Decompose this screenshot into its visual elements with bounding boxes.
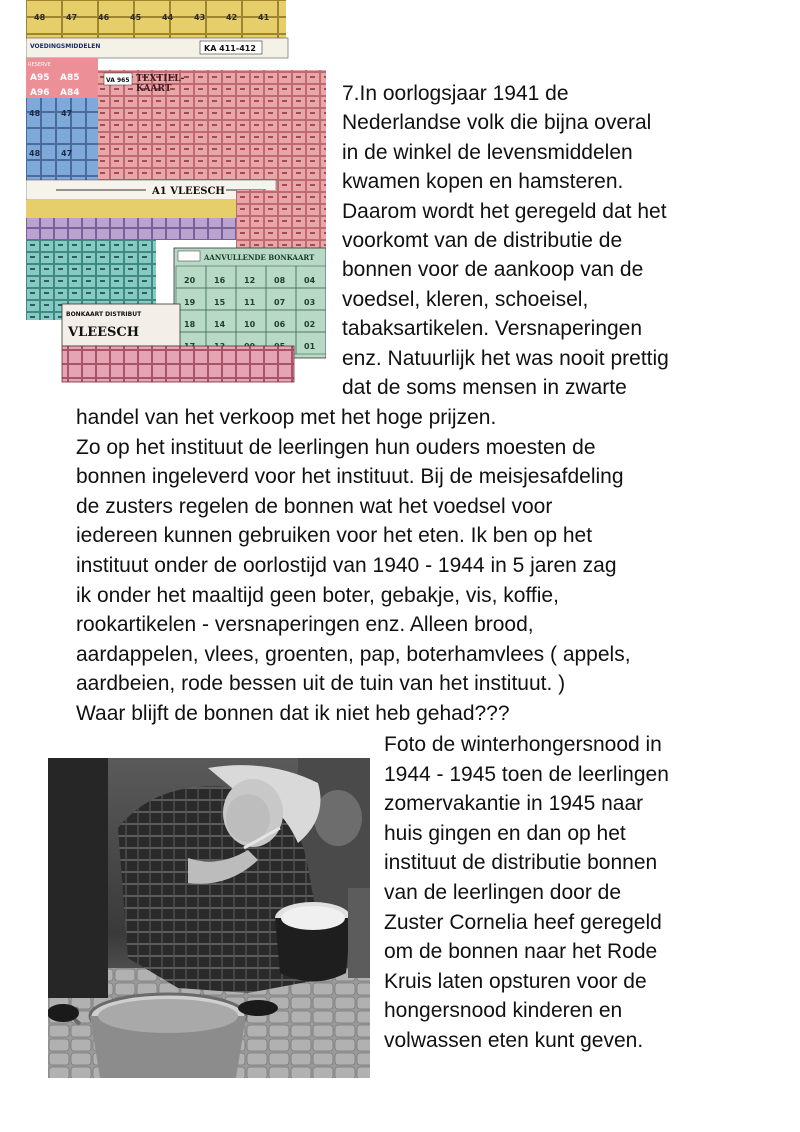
text-line: Nederlandse volk die bijna overal	[342, 111, 652, 135]
text-line: van de leerlingen door de	[384, 880, 622, 904]
text-line: aardappelen, vlees, groenten, pap, boterhamvlees ( appels,	[76, 642, 631, 666]
green-coupon-number: 20	[184, 276, 196, 285]
hunger-winter-photo	[48, 758, 370, 1078]
top-coupon-number: 42	[226, 13, 238, 22]
green-coupon-number: 02	[304, 320, 316, 329]
green-coupon-number: 01	[304, 342, 316, 351]
text-line: ik onder het maaltijd geen boter, gebakje, vis, koffie,	[76, 583, 559, 607]
text-line: voedsel, kleren, schoeisel,	[342, 287, 589, 311]
photo-caption	[384, 730, 784, 1056]
text-line: aardbeien, rode bessen uit de tuin van het instituut. )	[76, 672, 566, 696]
green-coupon-number: 11	[244, 298, 256, 307]
intro-paragraph	[342, 79, 742, 402]
blue-coupon-number: 48	[29, 109, 41, 118]
green-coupon-number: 14	[214, 320, 226, 329]
text-line: zomervakantie in 1945 naar	[384, 792, 644, 816]
text-line: Kruis laten opsturen voor de	[384, 969, 647, 993]
text-line: instituut onder de oorlostijd van 1940 - 1944 in 5 jaren zag	[76, 553, 617, 577]
text-line: volwassen eten kunt geven.	[384, 1028, 644, 1052]
main-paragraph	[76, 403, 776, 729]
green-coupon-number: 04	[304, 276, 316, 285]
top-coupon-number: 44	[162, 13, 174, 22]
coupon-code: KA 411-412	[204, 44, 256, 53]
text-line: Zo op het instituut de leerlingen hun ouders moesten de	[76, 435, 596, 459]
text-line: tabaksartikelen. Versnaperingen	[342, 317, 643, 341]
reserve-label: RESERVE	[28, 62, 51, 68]
text-line: Daarom wordt het geregeld dat het	[342, 199, 667, 223]
text-line: instituut de distributie bonnen	[384, 851, 658, 875]
blue-coupon-number: 48	[29, 149, 41, 158]
textiel-label: TEXTIEL-	[136, 74, 185, 84]
green-coupon-number: 10	[244, 320, 256, 329]
text-line: de zusters regelen de bonnen wat het voedsel voor	[76, 494, 553, 518]
text-line: rookartikelen - versnaperingen enz. Alleen brood,	[76, 613, 534, 637]
kaart-label: KAART	[136, 84, 172, 94]
text-line: Waar blijft de bonnen dat ik niet heb gehad???	[76, 701, 510, 725]
text-line: hongersnood kinderen en	[384, 999, 623, 1023]
text-line: iedereen kunnen gebruiken voor het eten. Ik ben op het	[76, 524, 593, 548]
green-coupon-number: 08	[274, 276, 286, 285]
text-line: Zuster Cornelia heef geregeld	[384, 910, 662, 934]
reserve-a84: A84	[60, 88, 80, 98]
reserve-a96: A96	[30, 88, 50, 98]
green-coupon-number: 12	[244, 276, 256, 285]
text-line: bonnen voor de aankoop van de	[342, 258, 644, 282]
text-line: om de bonnen naar het Rode	[384, 940, 658, 964]
green-coupon-number: 18	[184, 320, 196, 329]
text-line: dat de soms mensen in zwarte	[342, 376, 627, 400]
top-coupon-number: 43	[194, 13, 206, 22]
text-line: enz. Natuurlijk het was nooit prettig	[342, 346, 669, 370]
green-coupon-number: 06	[274, 320, 286, 329]
blue-coupon-number: 47	[61, 109, 73, 118]
green-coupon-number: 16	[214, 276, 226, 285]
aanvullende-label: AANVULLENDE BONKAART	[204, 253, 315, 262]
top-coupon-number: 45	[130, 13, 142, 22]
text-line: huis gingen en dan op het	[384, 821, 626, 845]
a1-vleesch-label: A1 VLEESCH	[152, 186, 225, 197]
reserve-a95: A95	[30, 73, 50, 83]
text-line: 1944 - 1945 toen de leerlingen	[384, 762, 669, 786]
va-label: VA 965	[106, 77, 130, 84]
vleesch-label: VLEESCH	[68, 325, 140, 340]
bonkaart-label: BONKAART DISTRIBUT	[66, 311, 142, 318]
top-coupon-number: 41	[258, 13, 270, 22]
ration-coupons-image	[26, 0, 326, 384]
voedingsmiddelen-label: VOEDINGSMIDDELEN	[30, 43, 101, 50]
text-line: bonnen ingeleverd voor het instituut. Bij de meisjesafdeling	[76, 465, 624, 489]
reserve-a85: A85	[60, 73, 80, 83]
text-line: kwamen kopen en hamsteren.	[342, 170, 624, 194]
text-line: voorkomt van de distributie de	[342, 229, 623, 253]
text-line: 7.In oorlogsjaar 1941 de	[342, 82, 569, 105]
blue-coupon-number: 47	[61, 149, 73, 158]
text-line: Foto de winterhongersnood in	[384, 733, 662, 756]
top-coupon-number: 46	[98, 13, 110, 22]
green-coupon-number: 15	[214, 298, 226, 307]
top-coupon-number: 47	[66, 13, 78, 22]
text-line: handel van het verkoop met het hoge prijzen.	[76, 406, 497, 429]
top-coupon-number: 48	[34, 13, 46, 22]
green-coupon-number: 07	[274, 298, 286, 307]
green-coupon-number: 19	[184, 298, 196, 307]
green-coupon-number: 03	[304, 298, 316, 307]
text-line: in de winkel de levensmiddelen	[342, 140, 633, 164]
